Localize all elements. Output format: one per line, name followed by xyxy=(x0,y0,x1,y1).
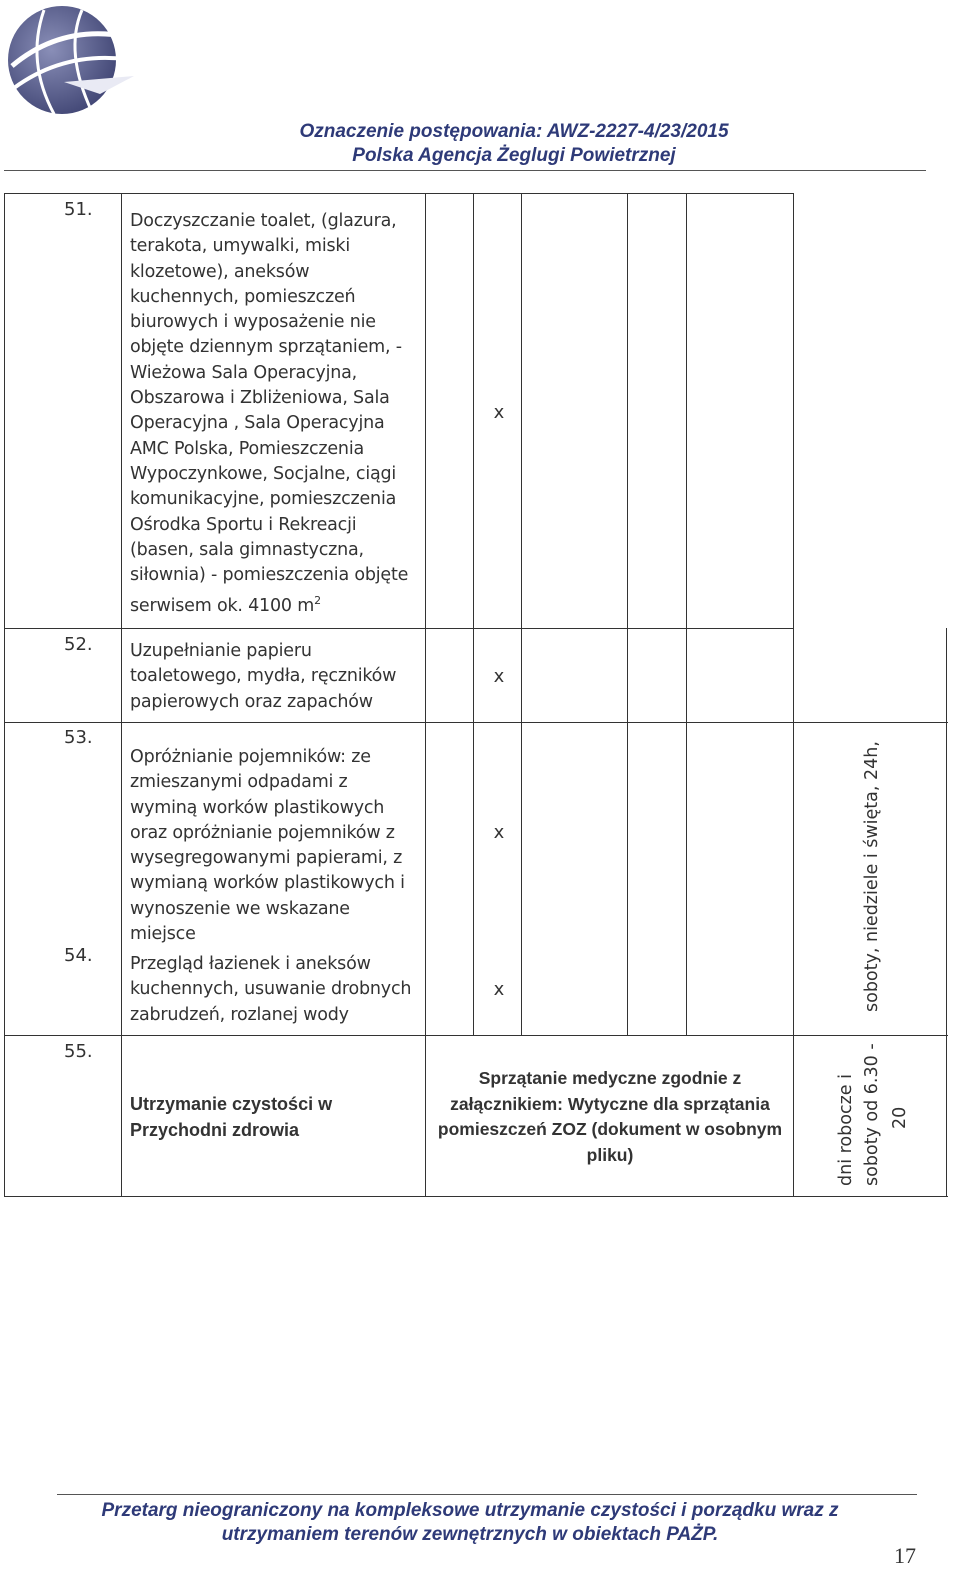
row-mark: x xyxy=(493,402,505,423)
row-number: 52. xyxy=(64,634,93,655)
schedule-55-line3: 20 xyxy=(890,1106,910,1129)
row-number: 54. xyxy=(64,945,93,966)
row-mark: x xyxy=(493,822,505,843)
schedule-55-line2: soboty od 6.30 - xyxy=(862,1043,882,1186)
schedule-55-line1: dni robocze i xyxy=(836,1074,856,1186)
schedule-rotated-text: soboty, niedziele i święta, 24h, xyxy=(862,741,882,1012)
footer-line-1: Przetarg nieograniczony na kompleksowe utrzymanie czystości i porządku wraz z xyxy=(101,1500,839,1521)
row-description: Przegląd łazienek i aneksów kuchennych, usuwanie drobnych zabrudzeń, rozlanej wody xyxy=(130,954,412,1025)
row-description: Doczyszczanie toalet, (glazura, terakota, umywalki, miski klozetowe), aneksów kuchennych, pomieszczeń biurowych i wyposażenie nie objęte dziennym sprzątaniem, - Wieżowa Sala Operacyjna, Obszarowa i Zbliżeniowa, Sala Operacyjna , Sala Operacyjna AMC Polska, Pomieszczenia Wypoczynkowe, Socjalne, ciągi komunikacyjne, pomieszczenia Ośrodka Sportu i Rekreacji (basen, sala gimnastyczna, siłownia) - pomieszczenia objęte serwisem ok. 4100 $m^2$ xyxy=(130,211,409,617)
row-mark: x xyxy=(493,979,505,1000)
footer-divider xyxy=(57,1494,917,1495)
row-number: 51. xyxy=(64,199,93,220)
row-description: Opróżnianie pojemników: ze zmieszanymi odpadami z wyminą worków plastikowych oraz opróżnianie pojemników z wysegregowanymi papierami, z wymianą worków plastikowych i wynoszenie we wskazane miejsce xyxy=(130,747,405,945)
row-description: Uzupełnianie papieru toaletowego, mydła, ręczników papierowych oraz zapachów xyxy=(130,641,397,712)
header-divider xyxy=(4,170,926,171)
procedure-designation: Oznaczenie postępowania: AWZ-2227-4/23/2015 xyxy=(299,121,729,142)
page-number: 17 xyxy=(894,1543,916,1568)
medical-cleaning-note: Sprzątanie medyczne zgodnie z załącznikiem: Wytyczne dla sprzątania pomieszczeń ZOZ (dokument w osobnym pliku) xyxy=(437,1068,783,1165)
row-description: Utrzymanie czystości w Przychodni zdrowia xyxy=(130,1094,333,1140)
row-number: 55. xyxy=(64,1041,93,1062)
footer-line-2: utrzymaniem terenów zewnętrznych w obiektach PAŻP. xyxy=(221,1524,719,1545)
agency-name: Polska Agencja Żeglugi Powietrznej xyxy=(352,145,676,166)
row-number: 53. xyxy=(64,727,93,748)
row-mark: x xyxy=(493,666,505,687)
logo-globe-icon xyxy=(4,2,136,120)
